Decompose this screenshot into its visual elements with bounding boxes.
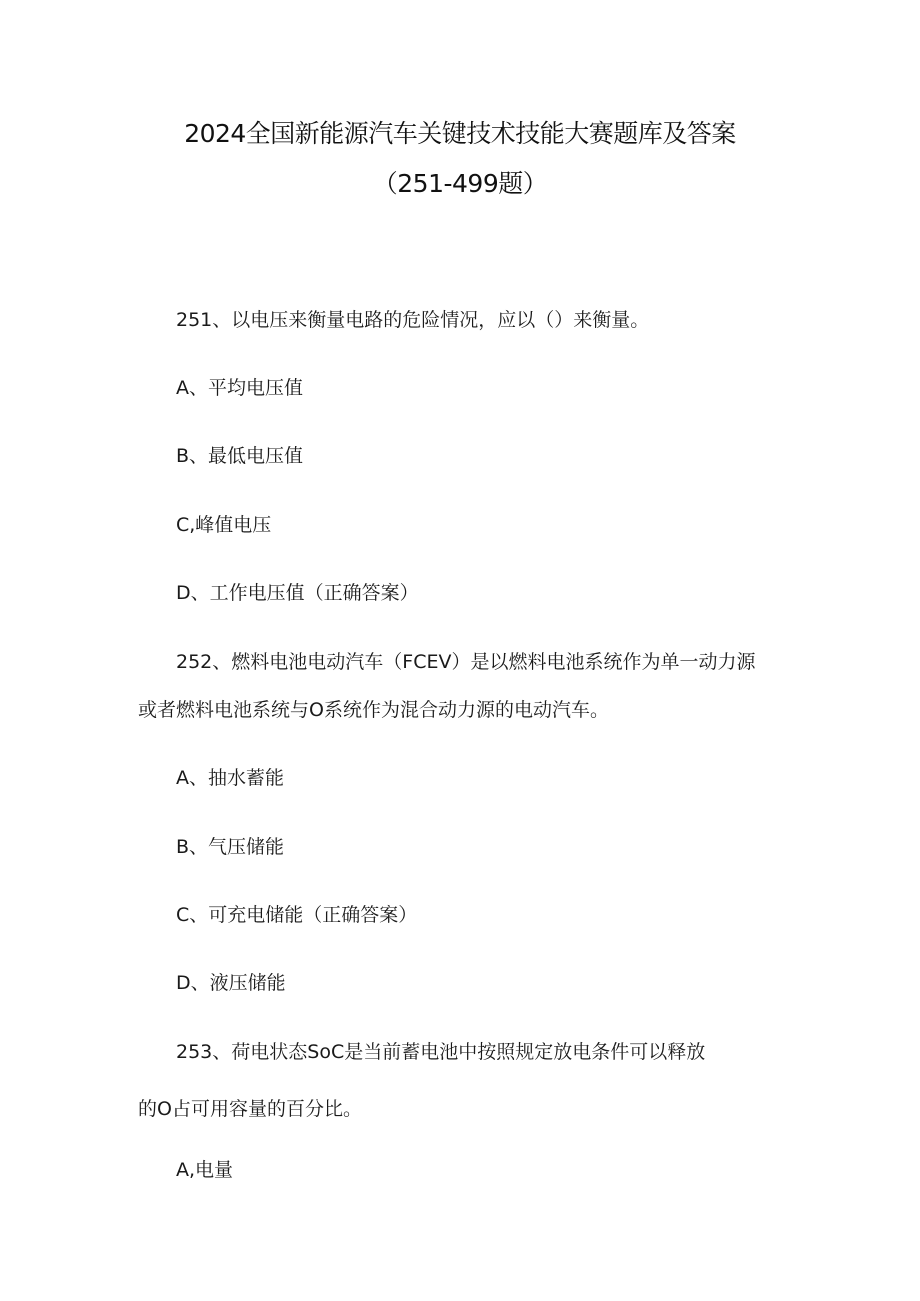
question-253-option-a: A,电量	[176, 1159, 234, 1181]
question-252-option-a: A、抽水蓄能	[176, 767, 284, 789]
question-251-option-b: B、最低电压值	[176, 445, 304, 467]
question-252-stem-line2: 或者燃料电池系统与O系统作为混合动力源的电动汽车。	[138, 699, 609, 721]
question-251-option-d: D、工作电压值（正确答案）	[176, 582, 419, 604]
document-title: 2024全国新能源汽车关键技术技能大赛题库及答案	[184, 119, 736, 148]
question-253-stem-line2: 的O占可用容量的百分比。	[138, 1098, 362, 1120]
question-252-option-c: C、可充电储能（正确答案）	[176, 904, 418, 926]
question-253-stem-line1: 253、荷电状态SoC是当前蓄电池中按照规定放电条件可以释放	[176, 1041, 706, 1063]
document-subtitle: （251-499题）	[372, 169, 548, 198]
question-252-option-b: B、气压储能	[176, 836, 285, 858]
question-252-option-d: D、液压储能	[176, 972, 286, 994]
question-251-option-c: C,峰值电压	[176, 514, 272, 536]
question-252-stem-line1: 252、燃料电池电动汽车（FCEV）是以燃料电池系统作为单一动力源	[176, 651, 756, 673]
question-251-option-a: A、平均电压值	[176, 377, 303, 399]
question-251-stem: 251、以电压来衡量电路的危险情况，应以（）来衡量。	[176, 309, 650, 331]
